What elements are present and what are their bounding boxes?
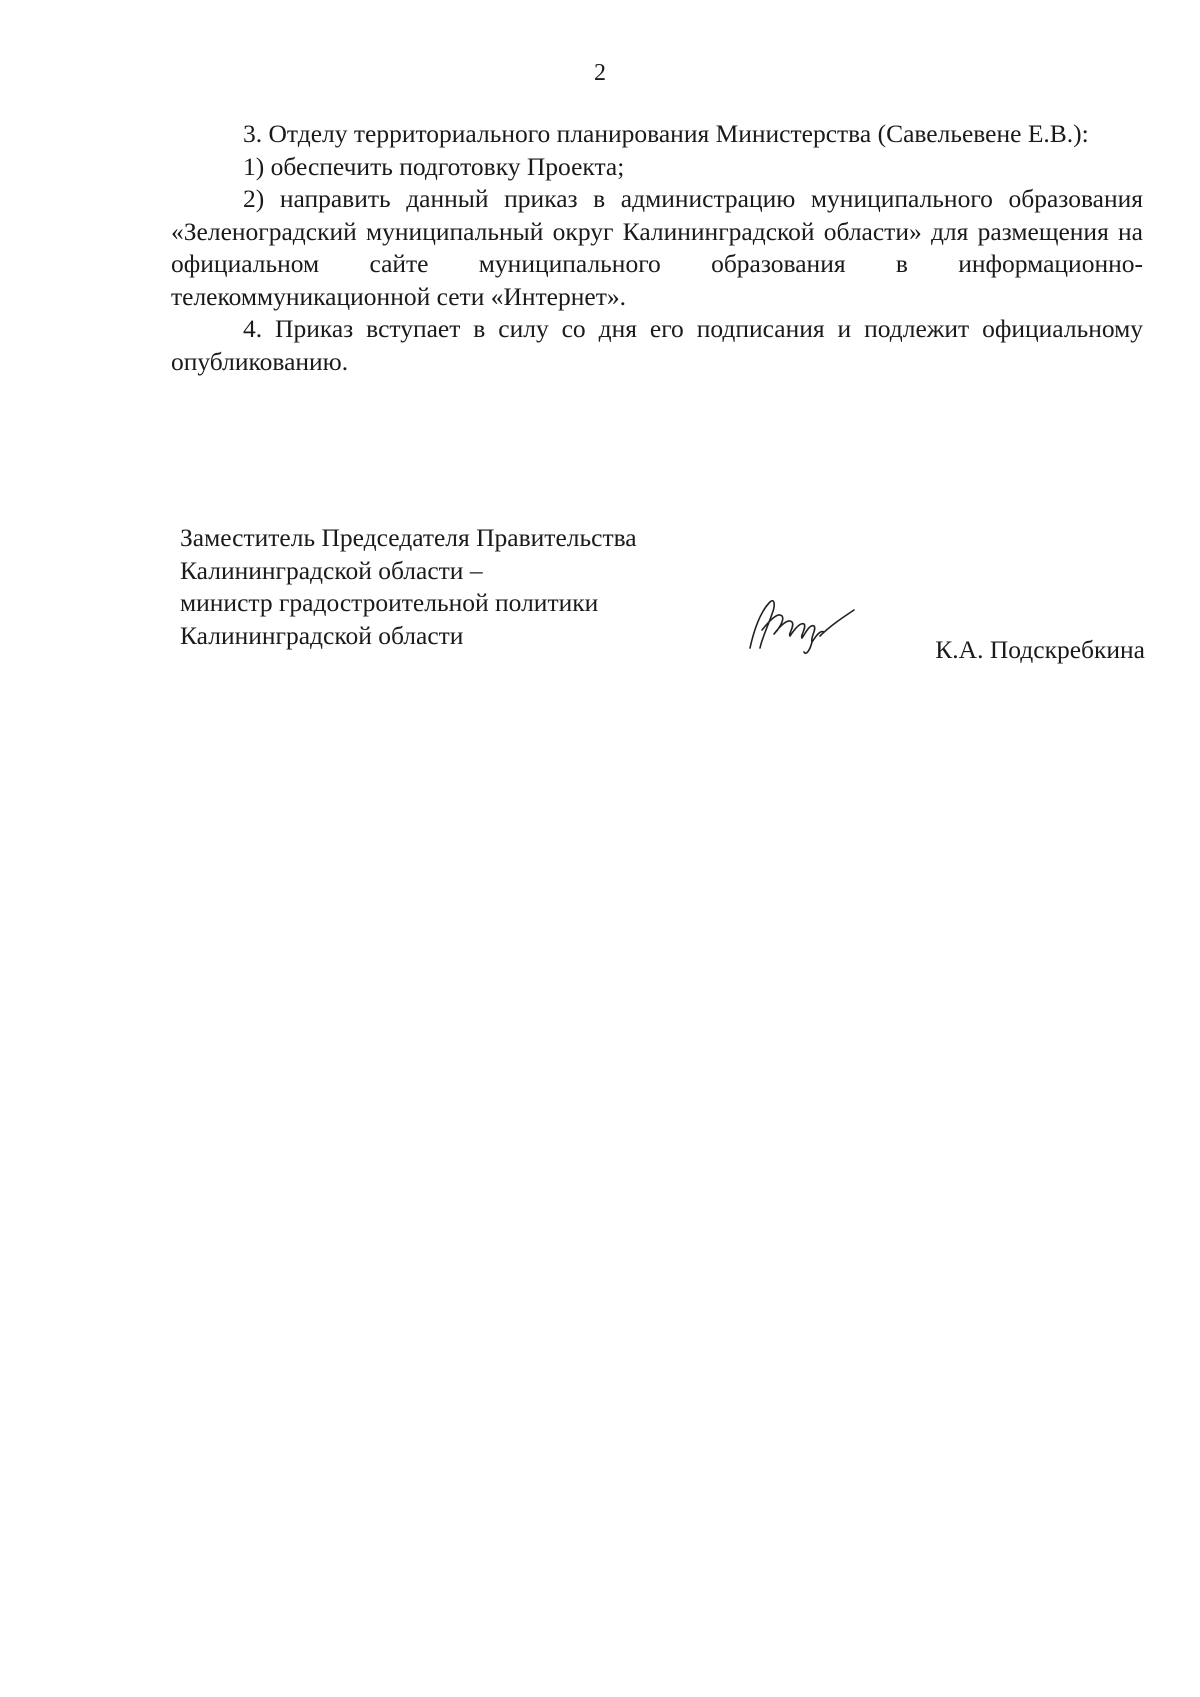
document-body [171, 118, 1143, 378]
signatory-title [180, 522, 720, 652]
paragraph-item-4: 4. Приказ вступает в силу со дня его подписания и подлежит официальному опубликованию. [171, 314, 1143, 376]
paragraph-subitem-1: 1) обеспечить подготовку Проекта; [243, 151, 625, 181]
signatory-title-line: министр градостроительной политики [180, 588, 599, 617]
signatory-title-line: Калининградской области – [180, 555, 483, 585]
signatory-name: К.А. Подскребкина [935, 635, 1145, 664]
handwritten-signature [740, 590, 860, 660]
signatory-title-line: Заместитель Председателя Правительства [180, 523, 637, 552]
page-number: 2 [594, 60, 606, 86]
paragraph-subitem-2: 2) направить данный приказ в администрацию муниципального образования «Зеленоградский муниципальный округ Калининградской области» для размещения на официальном сайте муниципального образования в информационно-телекоммуникационной сети «Интернет». [171, 184, 1143, 311]
paragraph-item-3: 3. Отделу территориального планирования Министерства (Савельевене Е.В.): [243, 119, 1089, 148]
signatory-title-line: Калининградской области [180, 620, 464, 650]
